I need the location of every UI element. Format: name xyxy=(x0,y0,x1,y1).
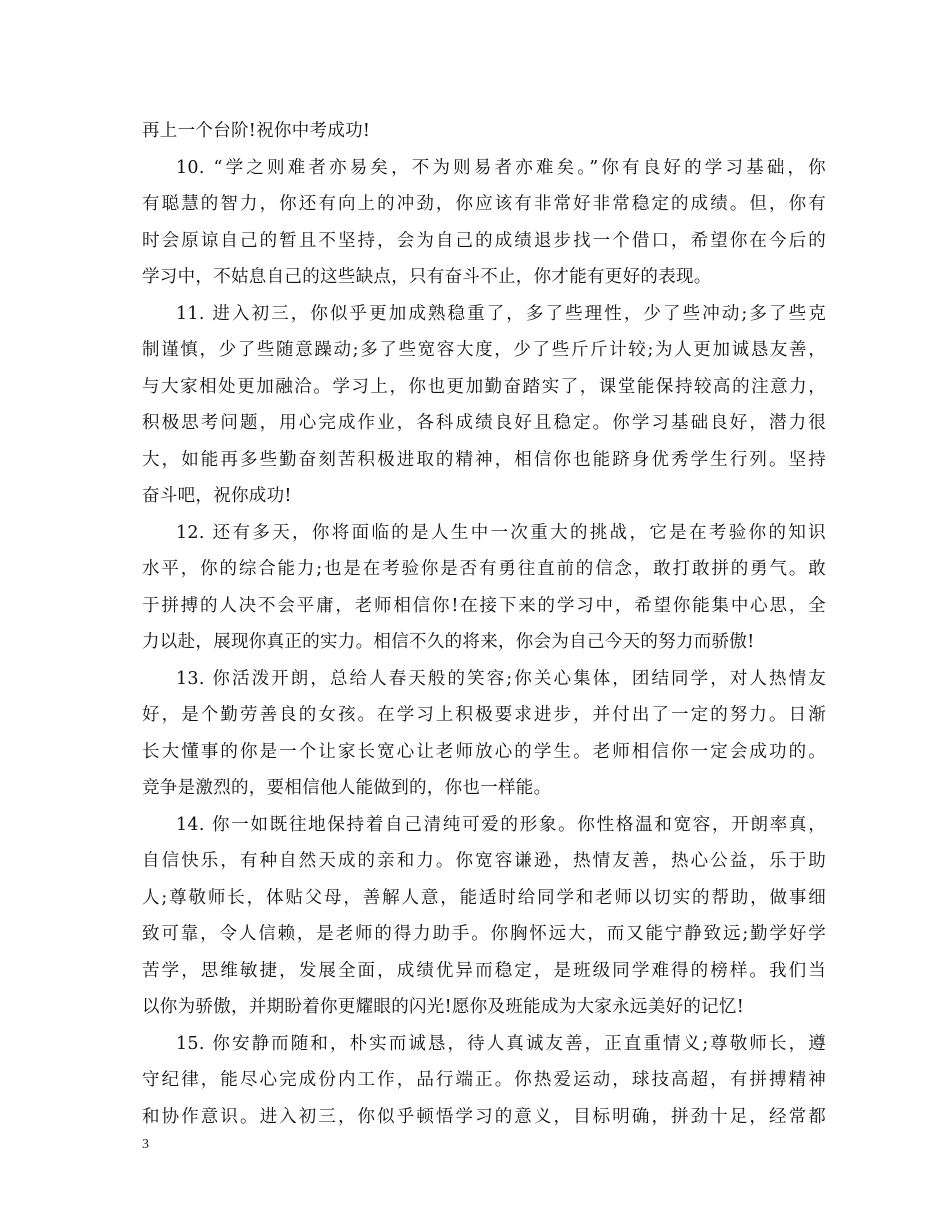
text-line: 自信快乐，有种自然天成的亲和力。你宽容谦逊，热情友善，热心公益，乐于助 xyxy=(142,851,826,871)
text-line: 守纪律，能尽心完成份内工作，品行端正。你热爱运动，球技高超，有拼搏精神 xyxy=(142,1070,826,1090)
text-line: 力以赴，展现你真正的实力。相信不久的将来，你会为自己今天的努力而骄傲! xyxy=(142,632,755,652)
text-line: 致可靠，令人信赖，是老师的得力助手。你胸怀远大，而又能宁静致远;勤学好学 xyxy=(142,924,826,944)
paragraph-12-line: 12. 还有多天，你将面临的是人生中一次重大的挑战，它是在考验你的知识 xyxy=(176,522,826,543)
page-number: 3 xyxy=(142,1137,149,1152)
paragraph-14-line: 14. 你一如既往地保持着自己清纯可爱的形象。你性格温和宽容，开朗率真， xyxy=(176,814,826,835)
paragraph-11-line: 11. 进入初三，你似乎更加成熟稳重了，多了些理性，少了些冲动;多了些克 xyxy=(176,303,826,324)
text-line: 与大家相处更加融洽。学习上，你也更加勤奋踏实了，课堂能保持较高的注意力， xyxy=(142,376,826,397)
text-line: 水平，你的综合能力;也是在考验你是否有勇往直前的信念，敢打敢拼的勇气。敢 xyxy=(142,559,826,579)
paragraph-10-line: 10. “学之则难者亦易矣，不为则易者亦难矣。”你有良好的学习基础，你 xyxy=(176,157,826,178)
text-line: 好，是个勤劳善良的女孩。在学习上积极要求进步，并付出了一定的努力。日渐 xyxy=(142,705,826,725)
text-line: 时会原谅自己的暂且不坚持，会为自己的成绩退步找一个借口，希望你在今后的 xyxy=(142,230,826,251)
paragraph-13-line: 13. 你活泼开朗，总给人春天般的笑容;你关心集体，团结同学，对人热情友 xyxy=(176,668,826,689)
text-line: 竞争是激烈的，要相信他人能做到的，你也一样能。 xyxy=(142,778,552,798)
text-line: 以你为骄傲，并期盼着你更耀眼的闪光!愿你及班能成为大家永远美好的记忆! xyxy=(142,997,745,1017)
text-line: 苦学，思维敏捷，发展全面，成绩优异而稳定，是班级同学难得的榜样。我们当 xyxy=(142,960,826,981)
text-line: 制谨慎，少了些随意躁动;多了些宽容大度，少了些斤斤计较;为人更加诚恳友善， xyxy=(142,340,826,360)
text-line: 积极思考问题，用心完成作业，各科成绩良好且稳定。你学习基础良好，潜力很 xyxy=(142,413,826,433)
text-line: 和协作意识。进入初三，你似乎顿悟学习的意义，目标明确，拼劲十足，经常都 xyxy=(142,1106,826,1127)
text-line: 奋斗吧，祝你成功! xyxy=(142,486,292,506)
text-line: 大，如能再多些勤奋刻苦积极进取的精神，相信你也能跻身优秀学生行列。坚持 xyxy=(142,449,826,470)
text-line: 于拼搏的人决不会平庸，老师相信你!在接下来的学习中，希望你能集中心思，全 xyxy=(142,595,826,616)
paragraph-15-line: 15. 你安静而随和，朴实而诚恳，待人真诚友善，正直重情义;尊敬师长，遵 xyxy=(176,1033,826,1054)
document-body xyxy=(142,113,826,1135)
text-line: 学习中，不姑息自己的这些缺点，只有奋斗不止，你才能有更好的表现。 xyxy=(142,267,712,287)
text-line: 有聪慧的智力，你还有向上的冲劲，你应该有非常好非常稳定的成绩。但，你有 xyxy=(142,194,826,214)
text-line: 长大懂事的你是一个让家长宽心让老师放心的学生。老师相信你一定会成功的。 xyxy=(142,741,826,762)
text-line: 再上一个台阶!祝你中考成功! xyxy=(142,121,371,141)
text-line: 人;尊敬师长，体贴父母，善解人意，能适时给同学和老师以切实的帮助，做事细 xyxy=(142,887,826,908)
